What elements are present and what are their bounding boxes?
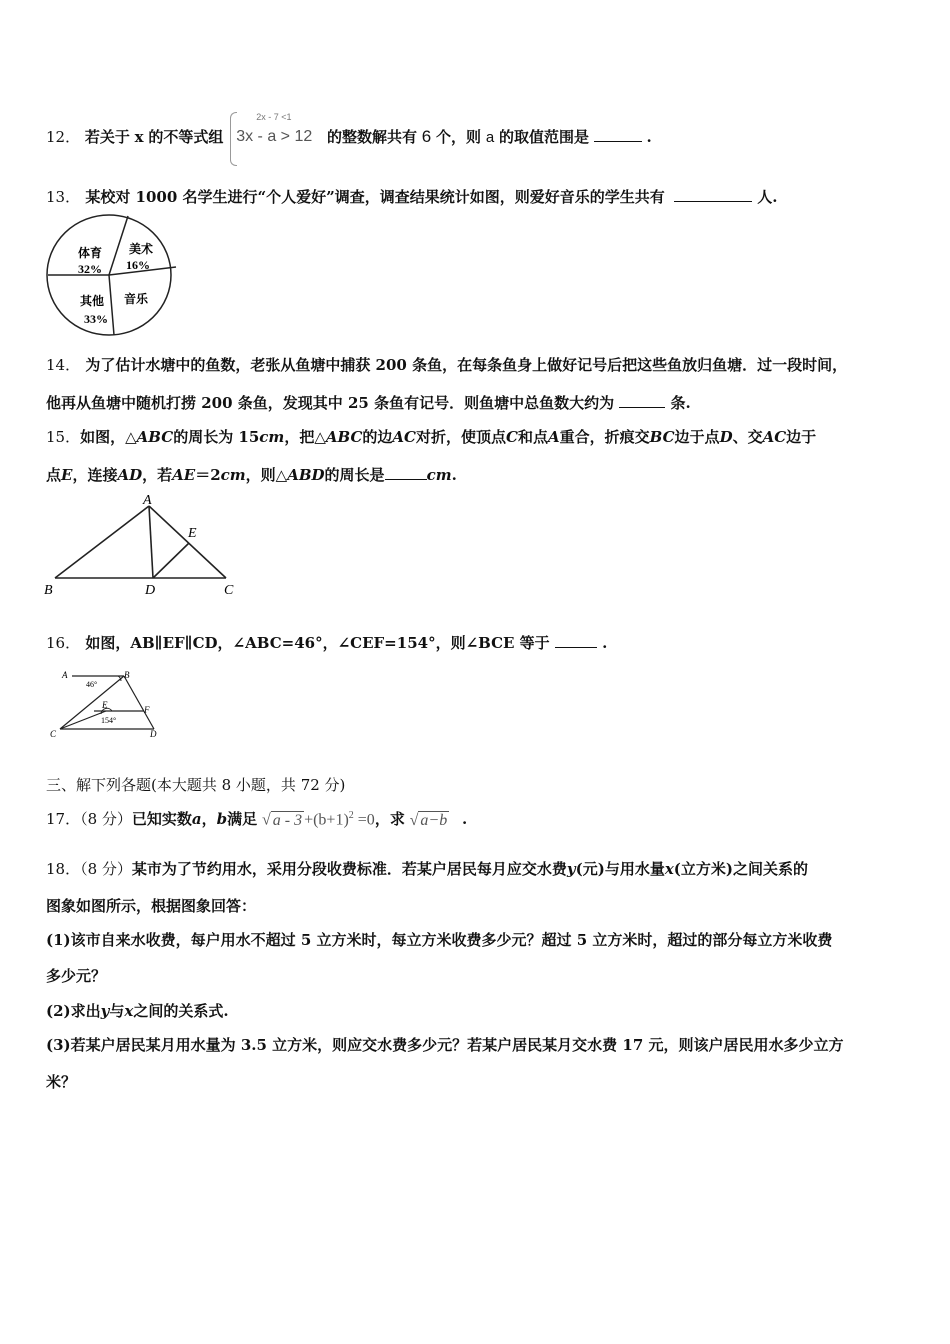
sqrt-sign: √ bbox=[409, 811, 419, 829]
q18-number: 18． bbox=[46, 860, 81, 878]
q15-var: D bbox=[719, 428, 733, 446]
q18-part-1-line-1: (1)该市自来水收费，每户用水不超过 5 立方米时，每立方米收费多少元？超过 5 立方米时，超过的部分每立方米收费 bbox=[46, 931, 833, 949]
q18-part-3-line-2: 米？ bbox=[46, 1073, 77, 1091]
q17-text: ，求 bbox=[374, 810, 405, 828]
line-ce bbox=[60, 711, 106, 729]
pie-slice-pct: 33% bbox=[84, 312, 108, 326]
question-18-line-2: 图象如图所示，根据图象回答： bbox=[46, 897, 257, 915]
question-17 bbox=[46, 808, 467, 830]
q17-result-term: a−b bbox=[420, 811, 448, 829]
question-15-line-1 bbox=[46, 426, 816, 447]
pie-slice-label: 其他 bbox=[80, 294, 105, 308]
q15-var: ABC bbox=[325, 428, 363, 446]
segment-de bbox=[153, 543, 189, 578]
q18-text: (立方米)之间关系的 bbox=[673, 860, 808, 878]
segment-ab bbox=[55, 506, 149, 578]
q12-answer-blank[interactable] bbox=[594, 127, 642, 142]
sqrt-sign: √ bbox=[261, 811, 271, 829]
q18-text: (2)求出 bbox=[46, 1002, 101, 1020]
q15-triangle-figure bbox=[40, 490, 250, 600]
q18-part-3-line-1: (3)若某户居民某月用水量为 3.5 立方米，则应交水费多少元？若某户居民某月交水费 17 元，则该户居民用水多少立方 bbox=[46, 1036, 844, 1054]
q15-number: 15． bbox=[46, 428, 81, 446]
pie-divider-4 bbox=[109, 275, 114, 335]
label-f: F bbox=[144, 705, 150, 715]
label-b: B bbox=[44, 583, 53, 598]
q15-text: 对折，使顶点 bbox=[416, 428, 507, 446]
q15-var: AE bbox=[172, 466, 196, 484]
label-a: A bbox=[62, 670, 68, 680]
q13-text: 某校对 1000 名学生进行“个人爱好”调查，调查结果统计如图，则爱好音乐的学生共有 bbox=[85, 188, 665, 206]
q12-text-after1: 的整数解共有 bbox=[326, 128, 417, 146]
question-13 bbox=[46, 186, 777, 207]
q15-text: ，则△ bbox=[245, 466, 288, 484]
q12-end: . bbox=[646, 128, 652, 146]
q15-text: 的边 bbox=[362, 428, 393, 446]
q12-text-before: 若关于 bbox=[84, 128, 130, 146]
q15-text: 边于 bbox=[786, 428, 817, 446]
q17-text: 满足 bbox=[227, 810, 258, 828]
q17-number: 17． bbox=[46, 810, 81, 828]
q18-var-y: y bbox=[100, 1002, 110, 1020]
q15-var: AC bbox=[762, 428, 787, 446]
q15-var: A bbox=[547, 428, 560, 446]
q18-text: 某市为了节约用水，采用分段收费标准．若某户居民每月应交水费 bbox=[131, 860, 567, 878]
label-d: D bbox=[150, 729, 157, 739]
q15-text: 的周长为 15 bbox=[173, 428, 260, 446]
label-d: D bbox=[145, 583, 156, 598]
q12-text-after3: 的取值范围是 bbox=[498, 128, 589, 146]
label-c: C bbox=[50, 729, 57, 739]
label-e: E bbox=[188, 526, 197, 541]
q12-system-line2: 3x - a > 12 bbox=[236, 128, 313, 145]
q14-number: 14． bbox=[46, 356, 81, 374]
q15-text: ，若 bbox=[142, 466, 173, 484]
label-c: C bbox=[224, 583, 234, 598]
q15-text: 和点 bbox=[517, 428, 548, 446]
q18-text: 与 bbox=[109, 1002, 125, 1020]
pie-slice-pct: 16% bbox=[126, 258, 150, 272]
q17-exponent: 2 bbox=[348, 810, 354, 822]
angle-label-154: 154° bbox=[101, 716, 117, 725]
q14-line1: 为了估计水塘中的鱼数，老张从鱼塘中捕获 200 条鱼，在每条鱼身上做好记号后把这些鱼放归鱼塘．过一段时间， bbox=[85, 356, 848, 374]
q18-part-1-line-2: 多少元？ bbox=[46, 967, 107, 985]
q15-text: 、交 bbox=[732, 428, 763, 446]
q17-sqrt-term: a - 3 bbox=[272, 811, 303, 829]
q15-var: AC bbox=[392, 428, 416, 446]
q12-var-a: a bbox=[485, 129, 495, 146]
segment-ac bbox=[149, 506, 226, 578]
pie-slice-label: 体育 bbox=[78, 246, 103, 260]
q12-var-x: x bbox=[134, 128, 144, 146]
q15-text: 点 bbox=[46, 466, 62, 484]
segment-ad bbox=[149, 506, 153, 578]
q17-text: 已知实数 bbox=[131, 810, 192, 828]
q15-text: ＝2 bbox=[195, 466, 221, 484]
q12-text-after2: 个，则 bbox=[436, 128, 482, 146]
q13-number: 13． bbox=[46, 188, 81, 206]
q15-text: 边于点 bbox=[674, 428, 720, 446]
q18-var-y: y bbox=[566, 860, 576, 878]
q15-var: C bbox=[506, 428, 518, 446]
q13-answer-blank[interactable] bbox=[674, 187, 752, 202]
q12-system-line1: 2x - 7 <1 bbox=[256, 112, 292, 122]
q14-answer-blank[interactable] bbox=[619, 393, 665, 408]
q12-number: 12． bbox=[46, 128, 81, 146]
pie-slice-pct: 32% bbox=[78, 262, 102, 276]
q17-condition-formula bbox=[262, 810, 375, 829]
q18-var-x: x bbox=[664, 860, 674, 878]
q12-text-mid: 的不等式组 bbox=[148, 128, 224, 146]
q16-answer-blank[interactable] bbox=[555, 633, 597, 648]
pie-slice-label: 美术 bbox=[129, 242, 154, 256]
question-16 bbox=[46, 632, 607, 653]
q15-var: ABD bbox=[287, 466, 325, 484]
label-b: B bbox=[124, 670, 130, 680]
q17-score: （8 分） bbox=[80, 810, 132, 828]
section-3-title: 三、解下列各题(本大题共 8 小题，共 72 分) bbox=[46, 776, 346, 794]
label-a: A bbox=[143, 493, 152, 508]
q17-var-b: b bbox=[216, 810, 228, 828]
q18-var-x: x bbox=[124, 1002, 134, 1020]
q12-count: 6 bbox=[421, 127, 432, 146]
q15-var: ABC bbox=[136, 428, 174, 446]
pie-slice-label: 音乐 bbox=[124, 292, 149, 306]
q18-part-2 bbox=[46, 1000, 229, 1021]
line-bd bbox=[124, 676, 154, 729]
q15-var: BC bbox=[649, 428, 675, 446]
q18-text: (元)与用水量 bbox=[575, 860, 665, 878]
q17-end: . bbox=[461, 810, 468, 828]
q17-result-formula bbox=[410, 811, 450, 830]
q15-var: AD bbox=[117, 466, 143, 484]
q17-var-a: a bbox=[191, 810, 202, 828]
question-14-line-1 bbox=[46, 354, 847, 375]
q15-var: E bbox=[61, 466, 73, 484]
question-15-line-2 bbox=[46, 464, 457, 485]
q16-parallel-lines-figure bbox=[46, 666, 166, 746]
question-12 bbox=[46, 112, 652, 158]
q16-end: . bbox=[602, 634, 608, 652]
q17-square-term: +(b+1) bbox=[304, 811, 349, 829]
q15-unit: cm bbox=[220, 466, 246, 484]
q17-equals: =0 bbox=[357, 811, 375, 829]
q14-end: 条. bbox=[670, 394, 691, 412]
q13-pie-chart bbox=[44, 213, 180, 339]
q14-line2: 他再从鱼塘中随机打捞 200 条鱼，发现其中 25 条鱼有记号．则鱼塘中总鱼数大约为 bbox=[46, 394, 615, 412]
q18-text: 之间的关系式. bbox=[133, 1002, 229, 1020]
question-18-line-1 bbox=[46, 858, 808, 879]
angle-label-46: 46° bbox=[86, 680, 98, 689]
q15-text: ，连接 bbox=[72, 466, 118, 484]
label-e: E bbox=[102, 700, 108, 710]
q17-text: ， bbox=[201, 810, 217, 828]
q15-text: ，把△ bbox=[284, 428, 326, 446]
q13-end: 人. bbox=[757, 188, 778, 206]
q15-text: 重合，折痕交 bbox=[559, 428, 650, 446]
q16-number: 16． bbox=[46, 634, 81, 652]
q18-score: （8 分） bbox=[80, 860, 132, 878]
q15-unit: cm bbox=[259, 428, 285, 446]
q15-answer-blank[interactable] bbox=[385, 465, 427, 480]
q16-text: 如图，AB∥EF∥CD，∠ABC=46°，∠CEF=154°，则∠BCE 等于 bbox=[85, 634, 550, 652]
q12-inequality-system bbox=[230, 112, 320, 158]
q15-text: 的周长是 bbox=[324, 466, 385, 484]
q15-text: 如图，△ bbox=[80, 428, 137, 446]
q15-text: . bbox=[451, 466, 457, 484]
q15-unit: cm bbox=[426, 466, 452, 484]
question-14-line-2 bbox=[46, 392, 691, 413]
